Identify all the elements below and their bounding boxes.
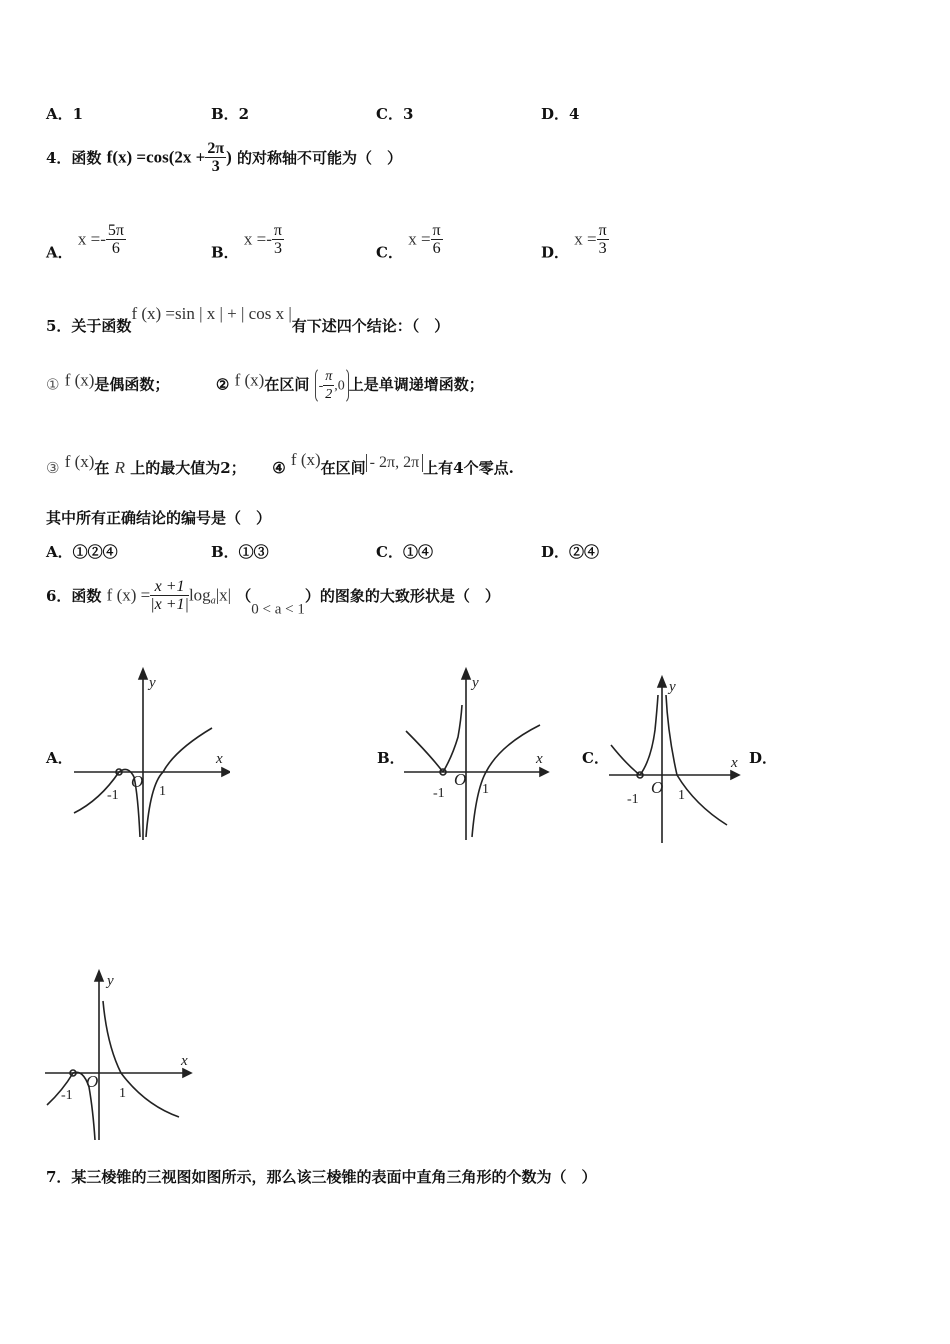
q4-formula-right: ): [226, 147, 232, 167]
q4-frac-den: 3: [211, 158, 220, 175]
y-arrow: [658, 677, 666, 687]
q5-s2-frac: [323, 368, 334, 403]
q5-s2-frac-den: 2: [325, 387, 333, 402]
q5-s2-minus: -: [318, 378, 324, 394]
q6-cond-open: （: [236, 587, 252, 605]
q6-number: 6．函数: [46, 587, 102, 605]
q4-option-c-den: 6: [432, 240, 441, 257]
q5-option-d: D．②④: [541, 543, 600, 561]
q5-s1-mark: ①: [46, 375, 60, 394]
q5-s2-fx: f (x): [234, 370, 265, 390]
q4-option-c-prefix: x =: [408, 229, 431, 249]
q5-option-a: A．①②④: [46, 543, 118, 561]
q3-option-c: C．3: [376, 105, 414, 123]
q6-label-c: C．: [582, 749, 609, 767]
q4-option-b-den: 3: [273, 240, 282, 257]
q5-s4-interval: - 2π, 2π: [366, 454, 423, 472]
curve-right: [472, 725, 540, 837]
q3-option-b: B．2: [211, 105, 250, 123]
q4-option-d-num: π: [598, 222, 607, 239]
x-arrow: [731, 771, 739, 779]
q4-option-d-prefix: x =: [574, 229, 597, 249]
q5-tail: 有下述四个结论：（ ）: [291, 317, 450, 335]
q4-option-b-prefix: x =-: [243, 229, 272, 249]
x-label: x: [216, 751, 223, 767]
neg1-label: -1: [61, 1088, 73, 1103]
q6-log: log: [188, 585, 211, 605]
q6-tail: ）的图象的大致形状是（ ）: [304, 587, 500, 605]
curve-mid: [443, 705, 462, 772]
q4-formula-left: f(x) =cos(2x +: [106, 147, 206, 167]
one-label: 1: [159, 784, 166, 799]
q4-option-b-letter: B．: [211, 243, 239, 262]
q5-option-c: C．①④: [376, 543, 433, 561]
q5-s2-frac-num: π: [325, 369, 333, 384]
q5-s2-mark: ②: [215, 375, 230, 394]
x-arrow: [222, 768, 230, 776]
q4-option-d-letter: D．: [541, 243, 570, 262]
q4-frac-num: 2π: [207, 140, 225, 157]
q3-option-d: D．4: [541, 105, 580, 123]
q5-s3-mark: ③: [46, 459, 60, 477]
q4-fraction: [205, 140, 226, 175]
q3-option-a: A．1: [46, 105, 84, 123]
neg1-label: -1: [433, 786, 445, 801]
q6-graph-c: [605, 675, 745, 850]
x-label: x: [536, 751, 543, 767]
q5-s4-fx: f (x): [290, 450, 321, 469]
q4-option-d: [541, 222, 609, 263]
one-label: 1: [678, 788, 685, 803]
q4-option-c: [376, 222, 443, 263]
origin-label: O: [131, 772, 144, 791]
q4-option-a-frac: [106, 222, 126, 257]
q4-option-a-num: 5π: [107, 222, 124, 239]
q4-option-a-letter: A．: [46, 243, 73, 262]
q4-tail: 的对称轴不可能为（ ）: [237, 149, 403, 167]
q6-graph-d: [45, 965, 200, 1145]
x-arrow: [183, 1069, 191, 1077]
q4-option-a-prefix: x =-: [77, 229, 106, 249]
q4-option-d-den: 3: [598, 240, 607, 257]
q4-option-c-letter: C．: [376, 243, 403, 262]
q4-option-d-frac: [597, 222, 609, 257]
x-arrow: [540, 768, 548, 776]
q5-s3-fx: f (x): [64, 452, 95, 471]
x-label: x: [181, 1053, 188, 1069]
curve-left: [611, 745, 640, 775]
y-label: y: [472, 675, 479, 691]
q4-option-a-den: 6: [111, 240, 120, 257]
q4-number: 4．函数: [46, 149, 102, 167]
origin-label: O: [454, 770, 467, 789]
q5-s4-text-a: 在区间: [320, 459, 366, 477]
q5-s2-zero: ,0: [334, 378, 345, 394]
y-label: y: [669, 679, 676, 695]
x-label: x: [731, 755, 738, 771]
curve-right: [146, 728, 212, 837]
one-label: 1: [482, 782, 489, 797]
q6-log-arg: |x|: [215, 585, 231, 605]
neg1-label: -1: [627, 792, 639, 807]
q5-number: 5．关于函数: [46, 317, 132, 335]
q4-option-b-num: π: [273, 222, 282, 239]
curve-right: [666, 695, 727, 825]
y-arrow: [139, 669, 147, 679]
q6-label-d: D．: [749, 749, 778, 767]
q5-statement-3-4: [46, 450, 514, 478]
q5-formula: f (x) =sin | x | + | cos x |: [131, 304, 292, 323]
origin-label: O: [86, 1072, 99, 1091]
q5-s1-fx: f (x): [64, 370, 95, 390]
q5-s3-text-b: 上的最大值为2；: [130, 459, 246, 477]
q6-stem: [46, 578, 500, 619]
q5-s2-text-a: 在区间: [264, 375, 310, 394]
q6-graph-a: [70, 665, 230, 845]
q4-stem: [46, 140, 402, 175]
q6-label-a: A．: [46, 749, 73, 767]
q5-s2-text-b: 上是单调递增函数；: [348, 375, 484, 394]
y-label: y: [107, 973, 114, 989]
origin-label: O: [651, 778, 664, 797]
curve-right: [103, 1001, 179, 1117]
y-arrow: [462, 669, 470, 679]
one-label: 1: [119, 1086, 126, 1101]
q7-stem: 7．某三棱锥的三视图如图所示，那么该三棱锥的表面中直角三角形的个数为（ ）: [46, 1168, 597, 1186]
curve-mid: [640, 695, 658, 775]
q6-label-b: B．: [377, 749, 405, 767]
q5-statement-1-2: [46, 367, 484, 404]
q5-s4-text-b: 上有4个零点.: [423, 459, 514, 477]
q6-fx: f (x) =: [106, 585, 151, 605]
y-arrow: [95, 971, 103, 981]
q6-condition: 0 < a < 1: [251, 601, 305, 618]
q4-option-c-frac: [431, 222, 443, 257]
q6-frac-den: |x +1|: [150, 596, 189, 613]
q6-log-base: a: [210, 595, 216, 607]
q5-option-b: B．①③: [211, 543, 269, 561]
q4-option-b-frac: [272, 222, 284, 257]
q4-option-c-num: π: [432, 222, 441, 239]
curve-left: [406, 731, 443, 772]
y-label: y: [149, 675, 156, 691]
q5-s3-text-a: 在: [94, 459, 110, 477]
q4-option-a: [46, 222, 126, 263]
q4-option-b: [211, 222, 284, 263]
q5-stem: [46, 304, 449, 336]
neg1-label: -1: [107, 788, 119, 803]
q5-s3-R: R: [114, 458, 126, 477]
q5-s2-interval: [315, 367, 349, 404]
q6-frac-num: x +1: [150, 578, 189, 596]
q6-fraction: [150, 578, 189, 613]
q5-s1-text: 是偶函数；: [94, 375, 170, 394]
q5-s4-mark: ④: [272, 459, 286, 477]
q6-graph-b: [400, 665, 555, 845]
q5-question: 其中所有正确结论的编号是（ ）: [46, 509, 272, 527]
